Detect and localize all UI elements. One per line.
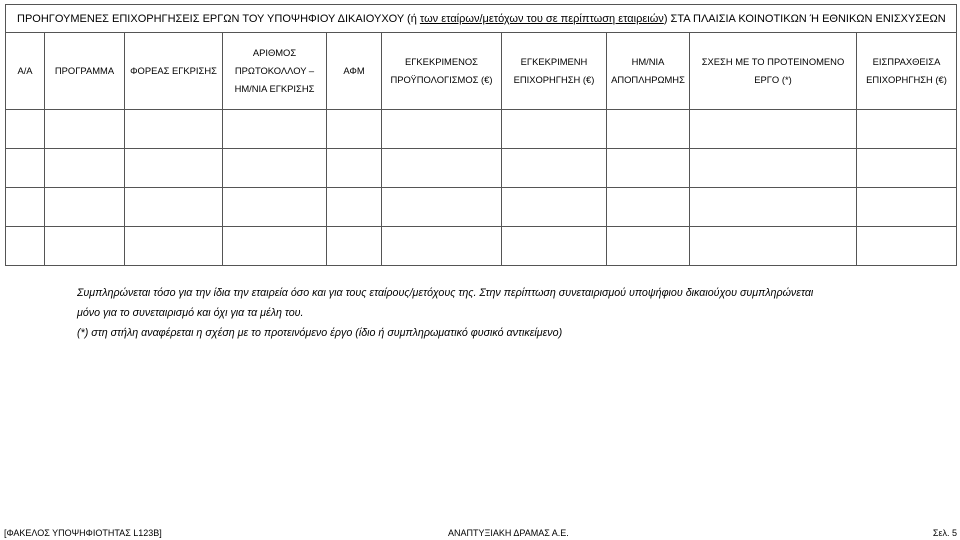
table-cell bbox=[327, 188, 382, 227]
table-cell bbox=[223, 149, 327, 188]
table-cell bbox=[327, 227, 382, 266]
table-cell bbox=[223, 110, 327, 149]
table-cell bbox=[502, 110, 607, 149]
footer-company-name: ΑΝΑΠΤΥΞΙΑΚΗ ΔΡΑΜΑΣ Α.Ε. bbox=[448, 528, 569, 538]
table-cell bbox=[45, 110, 125, 149]
column-header-line: ΦΟΡΕΑΣ ΕΓΚΡΙΣΗΣ bbox=[130, 65, 217, 76]
table-cell bbox=[502, 188, 607, 227]
table-cell bbox=[6, 149, 45, 188]
table-cell bbox=[6, 188, 45, 227]
table-cell bbox=[607, 188, 690, 227]
table-cell bbox=[857, 110, 957, 149]
column-header bbox=[382, 33, 502, 110]
table-cell bbox=[690, 188, 857, 227]
column-header-line: ΕΠΙΧΟΡΗΓΗΣΗ (€) bbox=[513, 74, 595, 85]
table-cell bbox=[6, 227, 45, 266]
document-sheet bbox=[5, 4, 956, 266]
table-cell bbox=[382, 149, 502, 188]
table-cell bbox=[125, 188, 223, 227]
column-header-line: ΕΓΚΕΚΡΙΜΕΝΟΣ bbox=[405, 56, 478, 67]
column-header bbox=[223, 33, 327, 110]
table-body bbox=[6, 110, 957, 266]
table-cell bbox=[690, 227, 857, 266]
column-header-line: ΕΠΙΧΟΡΗΓΗΣΗ (€) bbox=[866, 74, 947, 85]
column-header bbox=[327, 33, 382, 110]
table-row bbox=[6, 149, 957, 188]
table-row bbox=[6, 227, 957, 266]
table-cell bbox=[45, 227, 125, 266]
column-header-row bbox=[6, 33, 957, 110]
column-header-line: ΗΜ/ΝΙΑ ΕΓΚΡΙΣΗΣ bbox=[234, 83, 315, 94]
table-title-suffix: ) ΣΤΑ ΠΛΑΙΣΙΑ ΚΟΙΝΟΤΙΚΩΝ Ή ΕΘΝΙΚΩΝ ΕΝΙΣΧΥΣΕΩΝ bbox=[663, 12, 946, 25]
table-row bbox=[6, 110, 957, 149]
column-header bbox=[502, 33, 607, 110]
column-header-line: ΠΡΟΫΠΟΛΟΓΙΣΜΟΣ (€) bbox=[390, 74, 493, 85]
table-cell bbox=[607, 149, 690, 188]
table-cell bbox=[327, 110, 382, 149]
note-line-1: Συμπληρώνεται τόσο για την ίδια την εταιρεία όσο και για τους εταίρους/μετόχους της. Στην περίπτωση συνεταιρισμού υποψήφιου δικαιούχου συμπληρώνεται bbox=[77, 287, 814, 299]
table-cell bbox=[382, 227, 502, 266]
table-cell bbox=[502, 227, 607, 266]
note-line-2: μόνο για το συνεταιρισμό και όχι για τα μέλη του. bbox=[77, 307, 304, 319]
table-cell bbox=[857, 227, 957, 266]
column-header-line: ΣΧΕΣΗ ΜΕ ΤΟ ΠΡΟΤΕΙΝΟΜΕΝΟ ΕΡΓΟ (*) bbox=[701, 56, 845, 85]
table-row bbox=[6, 188, 957, 227]
table-cell bbox=[223, 188, 327, 227]
table-cell bbox=[223, 227, 327, 266]
table-cell bbox=[125, 110, 223, 149]
column-header-line: ΗΜ/ΝΙΑ bbox=[631, 56, 665, 67]
table-cell bbox=[6, 110, 45, 149]
table-cell bbox=[382, 110, 502, 149]
table-cell bbox=[327, 149, 382, 188]
table-cell bbox=[45, 149, 125, 188]
table-title-underlined: των εταίρων/μετόχων του σε περίπτωση εταιρειών bbox=[419, 12, 664, 25]
column-header-line: ΑΠΟΠΛΗΡΩΜΗΣ bbox=[611, 74, 685, 85]
table-cell bbox=[45, 188, 125, 227]
column-header bbox=[690, 33, 857, 110]
table-cell bbox=[690, 110, 857, 149]
table-cell bbox=[607, 110, 690, 149]
column-header bbox=[45, 33, 125, 110]
note-line-3: (*) στη στήλη αναφέρεται η σχέση με το προτεινόμενο έργο (ίδιο ή συμπληρωματικό φυσικό αντικείμενο) bbox=[77, 327, 563, 339]
notes-block bbox=[77, 283, 937, 343]
column-header bbox=[857, 33, 957, 110]
table-cell bbox=[857, 188, 957, 227]
column-header-line: ΑΦΜ bbox=[343, 65, 365, 76]
table-cell bbox=[502, 149, 607, 188]
table-cell bbox=[382, 188, 502, 227]
column-header bbox=[607, 33, 690, 110]
table-cell bbox=[125, 149, 223, 188]
page-footer bbox=[0, 527, 960, 540]
column-header bbox=[125, 33, 223, 110]
footer-folder-label: [ΦΑΚΕΛΟΣ ΥΠΟΨΗΦΙΟΤΗΤΑΣ L123Β] bbox=[4, 528, 162, 538]
column-header-line: ΠΡΟΓΡΑΜΜΑ bbox=[54, 65, 115, 76]
column-header-line: ΕΙΣΠΡΑΧΘΕΙΣΑ bbox=[872, 56, 941, 67]
grants-table bbox=[5, 4, 957, 266]
table-cell bbox=[607, 227, 690, 266]
column-header bbox=[6, 33, 45, 110]
column-header-line: ΕΓΚΕΚΡΙΜΕΝΗ bbox=[520, 56, 588, 67]
column-header-line: ΠΡΩΤΟΚΟΛΛΟΥ – bbox=[234, 65, 315, 76]
footer-page-number: Σελ. 5 bbox=[932, 528, 957, 538]
table-cell bbox=[690, 149, 857, 188]
table-title bbox=[6, 5, 957, 33]
table-cell bbox=[125, 227, 223, 266]
column-header-line: ΑΡΙΘΜΟΣ bbox=[252, 47, 297, 58]
table-title-prefix: ΠΡΟΗΓΟΥΜΕΝΕΣ ΕΠΙΧΟΡΗΓΗΣΕΙΣ ΕΡΓΩΝ ΤΟΥ ΥΠΟΨΗΦΙΟΥ ΔΙΚΑΙΟΥΧΟΥ (ή bbox=[17, 12, 420, 25]
table-cell bbox=[857, 149, 957, 188]
column-header-line: Α/Α bbox=[17, 65, 33, 76]
